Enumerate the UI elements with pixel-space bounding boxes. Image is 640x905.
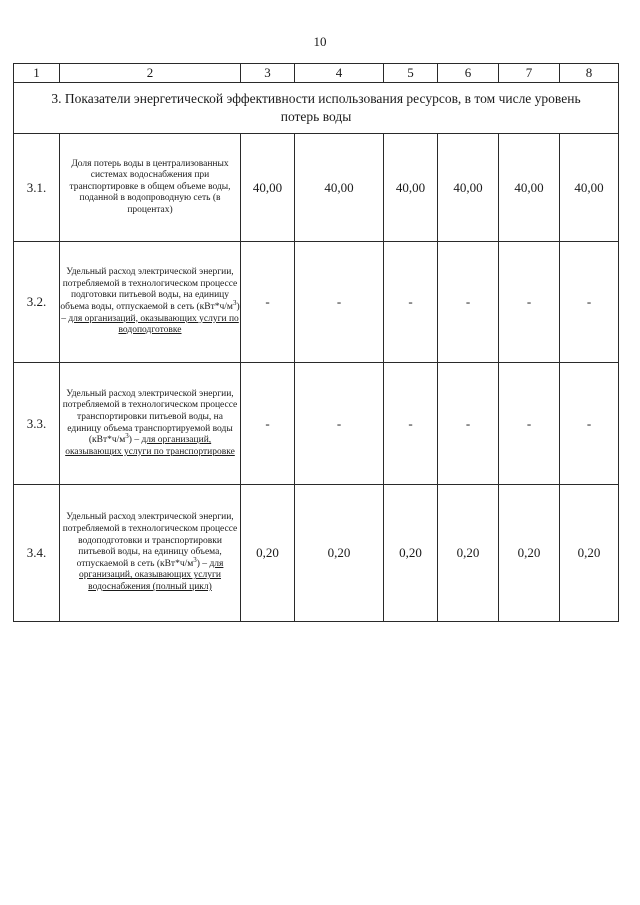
column-number: 2 <box>60 64 241 83</box>
column-number: 8 <box>560 64 619 83</box>
value-cell: - <box>295 363 384 485</box>
section-header-row <box>14 83 619 134</box>
value-cell: - <box>499 242 560 363</box>
column-number: 7 <box>499 64 560 83</box>
column-number: 5 <box>384 64 438 83</box>
value-cell: 0,20 <box>241 485 295 622</box>
value-cell: 40,00 <box>560 134 619 242</box>
table-row <box>14 242 619 363</box>
column-number: 3 <box>241 64 295 83</box>
table-row <box>14 363 619 485</box>
value-cell: - <box>241 242 295 363</box>
column-number: 6 <box>438 64 499 83</box>
value-cell: - <box>560 242 619 363</box>
indicators-table <box>13 63 619 622</box>
value-cell: 40,00 <box>384 134 438 242</box>
value-cell: - <box>384 242 438 363</box>
value-cell: - <box>438 363 499 485</box>
value-cell: - <box>560 363 619 485</box>
table-row <box>14 134 619 242</box>
value-cell: 40,00 <box>295 134 384 242</box>
row-number: 3.4. <box>14 485 60 622</box>
section-title: 3. Показатели энергетической эффективности использования ресурсов, в том числе уровень потерь воды <box>14 83 619 134</box>
row-description: Доля потерь воды в централизованных системах водоснабжения при транспортировке в общем объеме воды, поданной в водопроводную сеть (в процентах) <box>60 134 241 242</box>
column-numbers-row <box>14 64 619 83</box>
value-cell: 40,00 <box>499 134 560 242</box>
row-number: 3.1. <box>14 134 60 242</box>
page-number: 10 <box>313 34 327 49</box>
value-cell: 0,20 <box>295 485 384 622</box>
column-number: 1 <box>14 64 60 83</box>
row-description: Удельный расход электрической энергии, потребляемой в технологическом процессе транспортировки питьевой воды, на единицу объема транспортируемой воды $(кВт*ч/м^3)$ – для организаций, оказывающих услуги по транспортировке <box>60 363 241 485</box>
value-cell: 0,20 <box>560 485 619 622</box>
value-cell: 40,00 <box>438 134 499 242</box>
column-number: 4 <box>295 64 384 83</box>
table-row <box>14 485 619 622</box>
row-description: Удельный расход электрической энергии, потребляемой в технологическом процессе подготовки питьевой воды, на единицу объема воды, отпускаемой в сеть $(кВт*ч/м^3)$ – для организаций, оказывающих услуги по водоподготовке <box>60 242 241 363</box>
value-cell: - <box>241 363 295 485</box>
value-cell: - <box>384 363 438 485</box>
row-description: Удельный расход электрической энергии, потребляемой в технологическом процессе водоподготовки и транспортировки питьевой воды, на единицу объема, отпускаемой в сеть $(кВт*ч/м^3)$ – для организаций, оказывающих услуги водоснабжения (полный цикл) <box>60 485 241 622</box>
row-number: 3.3. <box>14 363 60 485</box>
value-cell: - <box>499 363 560 485</box>
value-cell: - <box>295 242 384 363</box>
value-cell: 0,20 <box>384 485 438 622</box>
value-cell: 0,20 <box>438 485 499 622</box>
value-cell: 40,00 <box>241 134 295 242</box>
value-cell: - <box>438 242 499 363</box>
row-number: 3.2. <box>14 242 60 363</box>
value-cell: 0,20 <box>499 485 560 622</box>
